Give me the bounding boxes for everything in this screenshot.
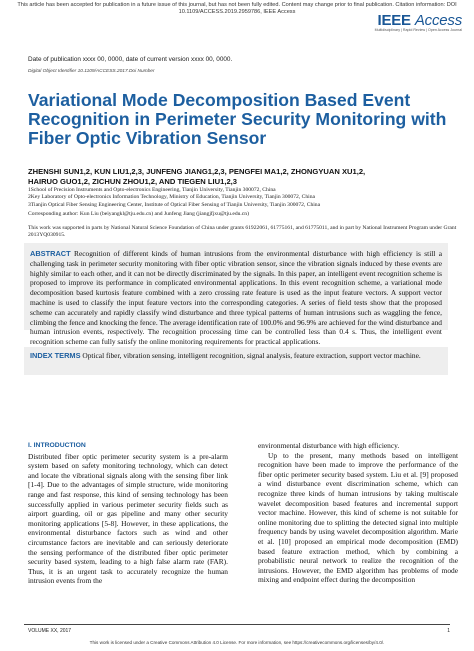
corresponding-author: Corresponding author: Kun Liu (beiyangkl@tju.edu.cn) and Junfeng Jiang (jiangjfjxu@tju.edu.cn) bbox=[28, 211, 249, 217]
abstract-text: Recognition of different kinds of human intrusions from the environmental disturbance with high efficiency is still a challenging task in perimeter security monitoring with fiber optic vibration sensor, since the vibration signals induced by these events are highly similar to each other, and it can not be directly discriminated by the signals. In this paper, an intelligent event recognition scheme is proposed to improve its performance in complicated environmental applications. In this event recognition scheme, a variational mode decomposition based kurtosis feature combined with a zero crossing rate feature is used as the input feature vectors. A support vector machine is used to classify the input feature vectors into the corresponding categories. A series of field tests show that the proposed scheme can accurately and rapidly classify wind disturbance and three typical patterns of human intrusions such as waggling the fence, climbing the fence and knocking the fence. The average identification rate of 100.0% and 96.9% are achieved for the wind disturbance and human intrusion events, respectively. The recognition processing time can be controlled less than 0.4 s. Thus, the intelligent event recognition scheme can fully satisfy the online monitoring requirements for practical applications. bbox=[30, 249, 442, 347]
section-heading-introduction: I. INTRODUCTION bbox=[28, 442, 86, 449]
author-list bbox=[28, 167, 458, 187]
index-terms-box bbox=[24, 347, 448, 375]
logo-tagline: Multidisciplinary | Rapid Review | Open Access Journal bbox=[374, 28, 462, 32]
doi-line: Digital Object Identifier 10.1109/ACCESS.2017.Doi Number bbox=[28, 69, 155, 74]
abstract-box bbox=[24, 243, 448, 347]
body-left-column bbox=[28, 441, 228, 586]
affiliation-1: 1School of Precision Instruments and Opto-electronics Engineering, Tianjin University, Tianjin 300072, China bbox=[28, 187, 276, 193]
license-notice: This work is licensed under a Creative Commons Attribution 4.0 License. For more information, see https://creativecommons.org/licenses/by/4.0/. bbox=[89, 640, 385, 645]
logo-access-text: Access bbox=[414, 12, 462, 29]
abstract-label: ABSTRACT bbox=[30, 249, 71, 258]
affiliations bbox=[28, 187, 458, 209]
page-number: 1 bbox=[447, 628, 450, 634]
intro-paragraph-continued: environmental disturbance with high efficiency. bbox=[258, 441, 400, 450]
author-line-2: HAIRUO GUO1,2, ZICHUN ZHOU1,2, AND TIEGEN LIU1,2,3 bbox=[28, 177, 237, 186]
funding-statement: This work was supported in parts by National Natural Science Foundation of China under grants 61922061, 61775161, and 61775011, and in part by National Instrument Program under Grant 2013YQ030915. bbox=[28, 225, 457, 239]
logo-ieee-text: IEEE bbox=[377, 12, 411, 29]
footer-divider bbox=[24, 624, 450, 625]
author-line-1: ZHENSHI SUN1,2, KUN LIU1,2,3, JUNFENG JIANG1,2,3, PENGFEI MA1,2, ZHONGYUAN XU1,2, bbox=[28, 167, 366, 176]
intro-paragraph-1: Distributed fiber optic perimeter security system is a pre-alarm system based on safety monitoring technology, which can detect and locate the vibrational signals along with the sensing fiber link [1-4]. Due to the advantages of simple structure, wide monitoring range and fast response, this kind of sensing technology has been successfully applied in various perimeter security fields such as airport guarding, oil or gas pipeline and many other security monitoring applications [5-8]. However, in these applications, the environmental disturbance factors such as wind and other circumstance factors are inevitable and can seriously deteriorate the sensing performance of the distributed fiber optic perimeter security based system, leading to a high false alarm rate (FAR). Thus, it is an urgent task to accurately recognize the human intrusion events from the bbox=[28, 451, 228, 586]
body-right-column bbox=[258, 441, 458, 585]
affiliation-2: 2Key Laboratory of Opto-electronics Information Technology, Ministry of Education, Tianjin University, Tianjin 300072, China bbox=[28, 194, 315, 201]
acceptance-notice-line1: This article has been accepted for publication in a future issue of this journal, but has not been fully edited. Content may change prior to final publication. Citation information: DOI bbox=[17, 2, 457, 8]
index-terms-text: Optical fiber, vibration sensing, intelligent recognition, signal analysis, feature extraction, support vector machine. bbox=[82, 351, 421, 360]
index-terms-label: INDEX TERMS bbox=[30, 351, 81, 360]
affiliation-3: 3Tianjin Optical Fiber Sensing Engineering Center, Institute of Optical Fiber Sensing of Tianjin University, Tianjin 300072, China bbox=[28, 201, 321, 208]
paper-title: Variational Mode Decomposition Based Event Recognition in Perimeter Security Monitoring with Fiber Optic Vibration Sensor bbox=[28, 90, 447, 148]
acceptance-notice-line2: 10.1109/ACCESS.2019.2959786, IEEE Access bbox=[178, 9, 296, 15]
publication-date: Date of publication xxxx 00, 0000, date of current version xxxx 00, 0000. bbox=[28, 56, 233, 63]
volume-label: VOLUME XX, 2017 bbox=[28, 628, 72, 634]
intro-paragraph-2: Up to the present, many methods based on intelligent recognition have been made to improve the performance of the fiber optic perimeter security based system. Liu et al. [9] proposed a wind disturbance event discrimination scheme, which can recognize three kinds of human intrusions by taking multiscale wavelet decomposition based features and incremental support vector machine. However, this kind of scheme is not suitable for online monitoring due to splitting the detected signal into multiple frequency bands by using wavelet decomposition algorithm. Marie et al. [10] proposed an empirical mode decomposition (EMD) based feature extraction method, which by combining a probabilistic neural network to realize the recognition of the intrusions. However, the EMD algorithm has problems of mode mixing and endpoint effect during the decomposition bbox=[258, 450, 458, 585]
ieee-access-logo bbox=[375, 12, 462, 32]
